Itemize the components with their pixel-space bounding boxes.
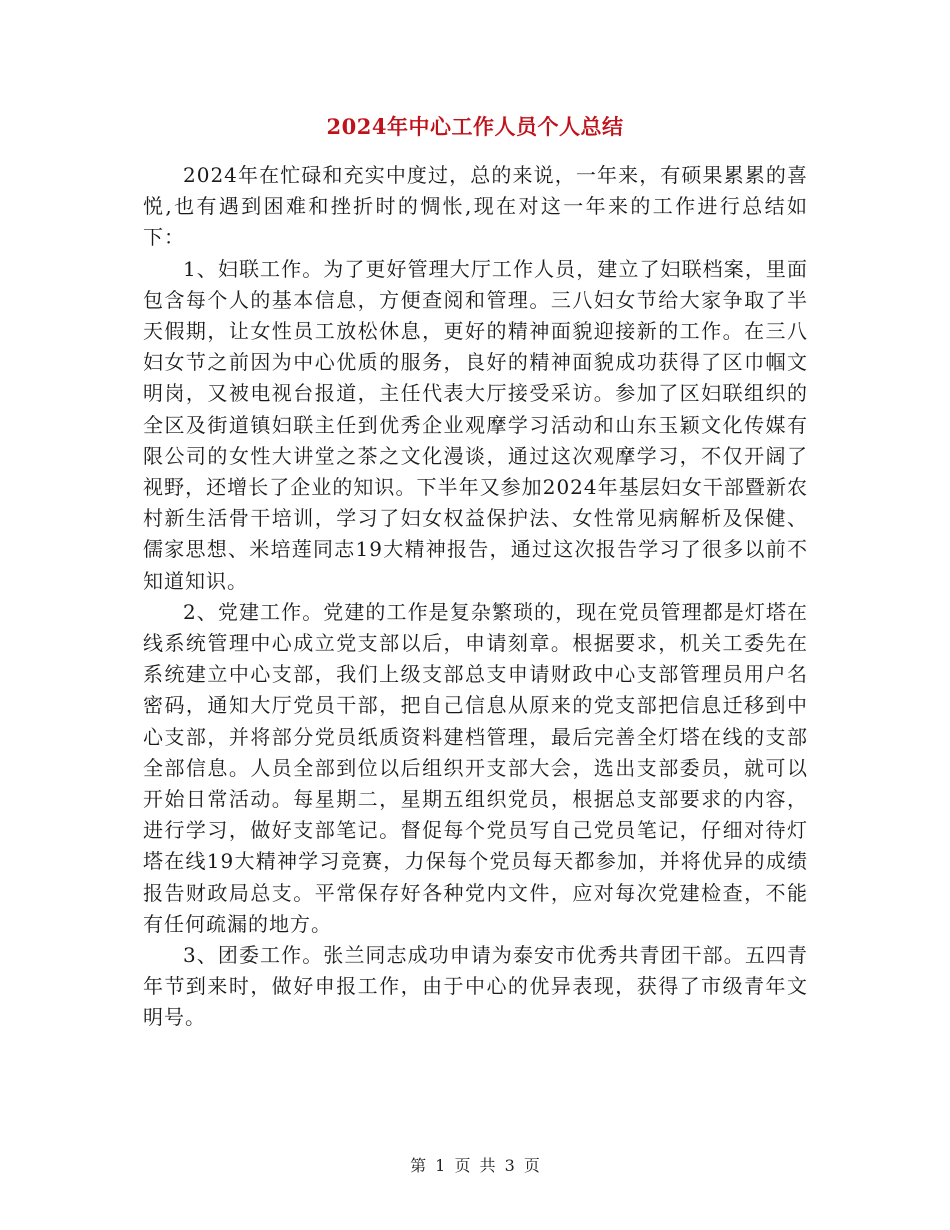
page-number-footer: 第 1 页 共 3 页 [410,1156,540,1175]
document-title: 2024年中心工作人员个人总结 [326,114,624,139]
document-body [143,160,808,1034]
intro-paragraph: 2024年在忙碌和充实中度过，总的来说，一年来，有硕果累累的喜悦,也有遇到困难和挫折时的惆怅,现在对这一年来的工作进行总结如下： [143,163,808,250]
womens-federation-paragraph: 1、妇联工作。为了更好管理大厅工作人员，建立了妇联档案，里面包含每个人的基本信息，方便查阅和管理。三八妇女节给大家争取了半天假期，让女性员工放松休息，更好的精神面貌迎接新的工作。在三八妇女节之前因为中心优质的服务，良好的精神面貌成功获得了区巾帼文明岗，又被电视台报道，主任代表大厅接受采访。参加了区妇联组织的全区及街道镇妇联主任到优秀企业观摩学习活动和山东玉颖文化传媒有限公司的女性大讲堂之茶之文化漫谈，通过这次观摩学习，不仅开阔了视野，还增长了企业的知识。下半年又参加2024年基层妇女干部暨新农村新生活骨干培训，学习了妇女权益保护法、女性常见病解析及保健、儒家思想、米培莲同志19大精神报告，通过这次报告学习了很多以前不知道知识。 [143,256,808,593]
youth-league-paragraph: 3、团委工作。张兰同志成功申请为泰安市优秀共青团干部。五四青年节到来时，做好申报工作，由于中心的优异表现，获得了市级青年文明号。 [143,943,808,1030]
party-building-paragraph: 2、党建工作。党建的工作是复杂繁琐的，现在党员管理都是灯塔在线系统管理中心成立党支部以后，申请刻章。根据要求，机关工委先在系统建立中心支部，我们上级支部总支申请财政中心支部管理员用户名密码，通知大厅党员干部，把自己信息从原来的党支部把信息迁移到中心支部，并将部分党员纸质资料建档管理，最后完善全灯塔在线的支部全部信息。人员全部到位以后组织开支部大会，选出支部委员，就可以开始日常活动。每星期二，星期五组织党员，根据总支部要求的内容，进行学习，做好支部笔记。督促每个党员写自己党员笔记，仔细对待灯塔在线19大精神学习竞赛，力保每个党员每天都参加，并将优异的成绩报告财政局总支。平常保存好各种党内文件，应对每次党建检查，不能有任何疏漏的地方。 [143,599,808,936]
